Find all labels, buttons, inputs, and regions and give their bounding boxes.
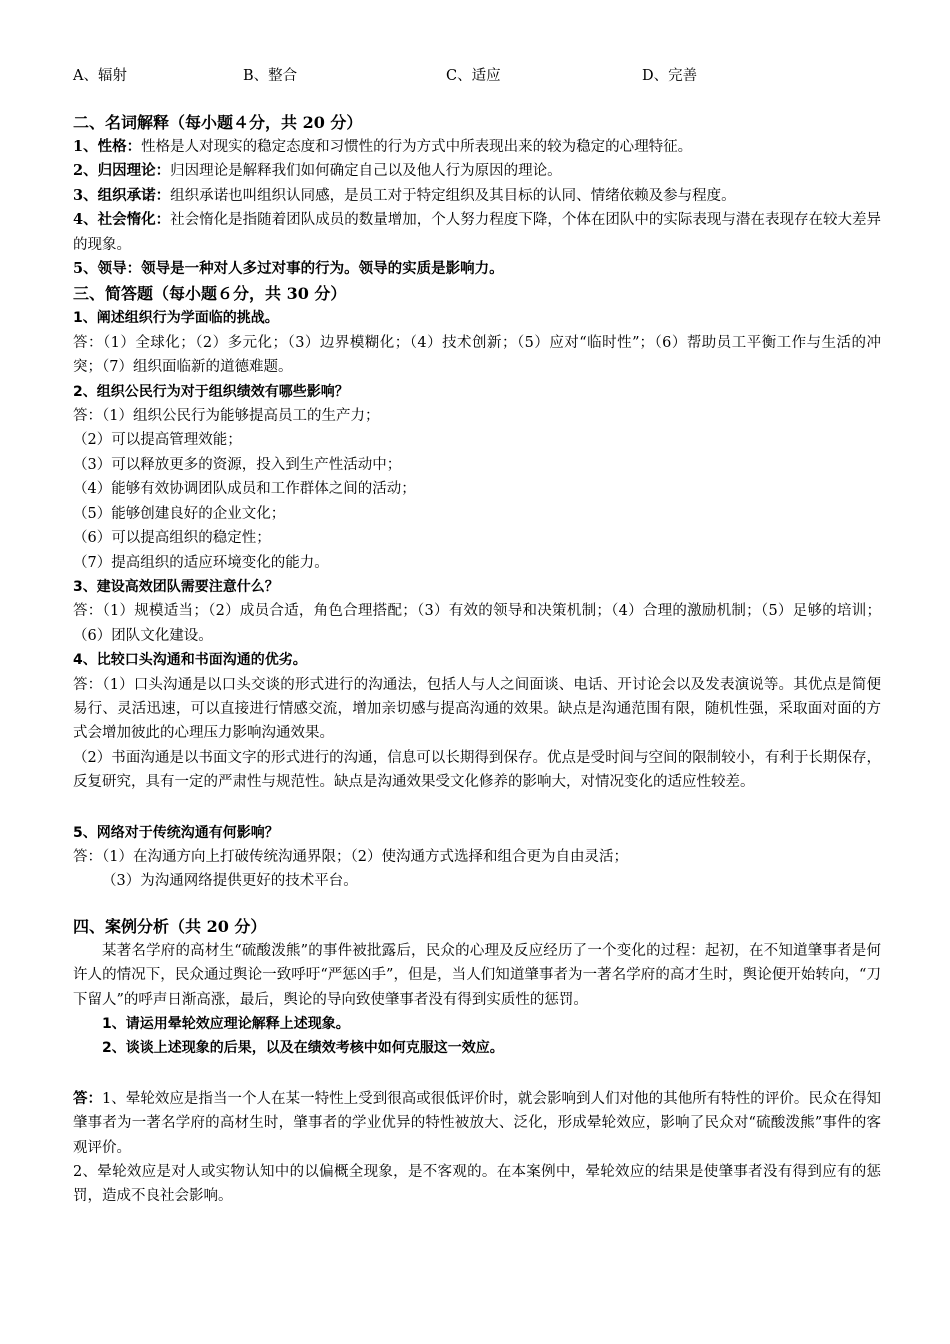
answer-2-line-6: （6）可以提高组织的稳定性； [73, 530, 271, 547]
term-3-label: 3、组织承诺： [73, 186, 171, 204]
term-1 [73, 135, 881, 159]
question-1: 1、阐述组织行为学面临的挑战。 [73, 310, 279, 327]
section-3-title: 三、简答题（每小题６分，共 30 分） [73, 284, 347, 304]
answer-4-part-2: （2）书面沟通是以书面文字的形式进行的沟通，信息可以长期得到保存。优点是受时间与空间的限制较小，有利于长期保存，反复研究，具有一定的严肃性与规范性。缺点是沟通效果受文化修养的影响大，对情况变化的适应性较差。 [73, 749, 881, 791]
answer-1: 答：（1）全球化；（2）多元化；（3）边界模糊化；（4）技术创新；（5）应对“临时性”；（6）帮助员工平衡工作与生活的冲突；（7）组织面临新的道德难题。 [73, 334, 881, 376]
option-a: A、辐射 [73, 67, 127, 84]
section-2-title: 二、名词解释（每小题４分，共 20 分） [73, 113, 363, 132]
case-answer-2: 2、晕轮效应是对人或实物认知中的以偏概全现象，是不客观的。在本案例中，晕轮效应的结果是使肇事者没有得到应有的惩罚，造成不良社会影响。 [73, 1164, 881, 1205]
case-answer-1 [73, 1087, 881, 1160]
answer-2-line-4: （4）能够有效协调团队成员和工作群体之间的活动； [73, 481, 416, 498]
term-3-def: 组织承诺也叫组织认同感，是员工对于特定组织及其目标的认同、情绪依赖及参与程度。 [170, 187, 736, 204]
section-4-title: 四、案例分析（共 20 分） [73, 916, 267, 936]
term-5 [73, 257, 881, 281]
answer-2-line-3: （3）可以释放更多的资源，投入到生产性活动中； [73, 456, 402, 473]
option-d: D、完善 [642, 67, 698, 84]
term-5-def: 领导是一种对人多过对事的行为。领导的实质是影响力。 [141, 260, 504, 278]
case-task-1: 1、请运用晕轮效应理论解释上述现象。 [102, 1016, 350, 1032]
answer-2-line-2: （2）可以提高管理效能； [73, 432, 242, 449]
term-1-def: 性格是人对现实的稳定态度和习惯性的行为方式中所表现出来的较为稳定的心理特征。 [141, 139, 693, 155]
term-4-label: 4、社会惰化： [73, 211, 171, 229]
case-answer-1-text: 1、晕轮效应是指当一个人在某一特性上受到很高或很低评价时，就会影响到人们对他的其他所有特性的评价。民众在得知肇事者为一著名学府的高材生时，肇事者的学业优异的特性被放大、泛化，形成晕轮效应，影响了民众对“硫酸泼熊”事件的客观评价。 [73, 1090, 881, 1156]
case-answer-label: 答： [73, 1089, 103, 1107]
blank-line [73, 795, 881, 821]
question-4: 4、比较口头沟通和书面沟通的优劣。 [73, 652, 307, 669]
term-2 [73, 159, 881, 183]
term-5-label: 5、领导： [73, 260, 142, 278]
answer-2-line-5: （5）能够创建良好的企业文化； [73, 505, 286, 522]
question-3: 3、建设高效团队需要注意什么？ [73, 578, 279, 595]
answer-3: 答：（1）规模适当；（2）成员合适，角色合理搭配；（3）有效的领导和决策机制；（4）合理的激励机制；（5）足够的培训；（6）团队文化建设。 [73, 603, 881, 644]
term-4 [73, 208, 881, 257]
answer-2-line-1: 答：（1）组织公民行为能够提高员工的生产力； [73, 408, 380, 425]
answer-5-line-2: （3）为沟通网络提供更好的技术平台。 [102, 873, 358, 890]
case-text: 某著名学府的高材生“硫酸泼熊”的事件被批露后，民众的心理及反应经历了一个变化的过程：起初，在不知道肇事者是何许人的情况下，民众通过舆论一致呼吁“严惩凶手”，但是，当人们知道肇事者为一著名学府的高才生时，舆论便开始转向，“刀下留人”的呼声日渐高涨，最后，舆论的导向致使肇事者没有得到实质性的惩罚。 [73, 942, 881, 1008]
question-5: 5、网络对于传统沟通有何影响？ [73, 824, 279, 841]
term-2-def: 归因理论是解释我们如何确定自己以及他人行为原因的理论。 [170, 163, 562, 180]
blank-line-2 [73, 1061, 881, 1087]
question-2: 2、组织公民行为对于组织绩效有哪些影响？ [73, 383, 349, 400]
option-c: C、适应 [446, 67, 501, 84]
term-4-def: 社会惰化是指随着团队成员的数量增加，个人努力程度下降，个体在团队中的实际表现与潜在表现存在较大差异的现象。 [73, 212, 881, 253]
option-b: B、整合 [243, 67, 298, 84]
term-3 [73, 184, 881, 208]
term-1-label: 1、性格： [73, 138, 142, 155]
term-2-label: 2、归因理论： [73, 162, 171, 180]
answer-5-line-1: 答：（1）在沟通方向上打破传统沟通界限；（2）使沟通方式选择和组合更为自由灵活； [73, 848, 628, 865]
answer-2-line-7: （7）提高组织的适应环境变化的能力。 [73, 554, 329, 571]
case-task-2: 2、谈谈上述现象的后果，以及在绩效考核中如何克服这一效应。 [102, 1040, 504, 1057]
answer-4-part-1: 答：（1）口头沟通是以口头交谈的形式进行的沟通法，包括人与人之间面谈、电话、开讨论会以及发表演说等。其优点是简便易行、灵活迅速，可以直接进行情感交流，增加亲切感与提高沟通的效果。缺点是沟通范围有限，随机性强，采取面对面的方式会增加彼此的心理压力影响沟通效果。 [73, 676, 881, 742]
choice-options [73, 58, 881, 90]
document-page [73, 58, 881, 1209]
